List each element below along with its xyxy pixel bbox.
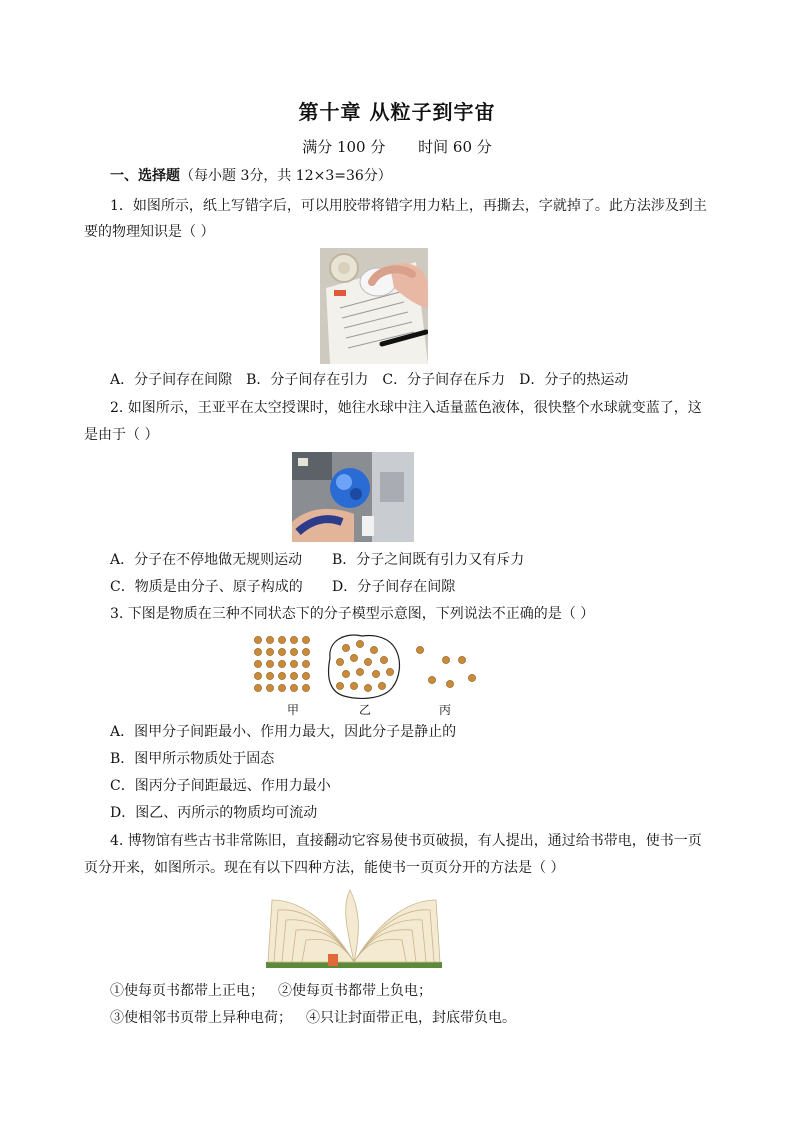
q3-text-line1: 3. 下图是物质在三种不同状态下的分子模型示意图，下列说法不正确的是（ ） (110, 606, 595, 622)
q1-photo-tape-on-paper (320, 248, 428, 364)
q3-option-a[interactable]: A．图甲分子间距最小、作用力最大，因此分子是静止的 (110, 724, 457, 740)
q1-option-c[interactable]: C．分子间存在斥力 (382, 372, 506, 388)
q3-molecule-diagram (250, 630, 480, 702)
q1-option-a[interactable]: A．分子间存在间隙 (110, 372, 233, 388)
section-note: （每小题 3分，共 12×3=36分） (180, 168, 392, 184)
q3-label-solid: 甲 (287, 703, 300, 717)
exam-info (0, 136, 794, 157)
q1-option-d[interactable]: D．分子的热运动 (519, 372, 629, 388)
q3-label-gas: 丙 (439, 703, 452, 717)
section-heading (110, 166, 740, 186)
q4-method-1: ①使每页书都带上正电； (110, 983, 264, 999)
q4-text-line2: 页分开来，如图所示。现在有以下四种方法，能使书一页页分开的方法是（ ） (84, 860, 565, 876)
q4-method-3: ③使相邻书页带上异种电荷； (110, 1010, 292, 1026)
q1-options (110, 370, 740, 390)
q2-option-c[interactable]: C．物质是由分子、原子构成的 (110, 579, 303, 595)
q2-options-row1 (110, 550, 740, 570)
q2-option-b[interactable]: B．分子之间既有引力又有斥力 (332, 552, 525, 568)
q2-option-a[interactable]: A．分子在不停地做无规则运动 (110, 552, 303, 568)
time-limit: 时间 60 分 (418, 138, 492, 156)
q3-option-d[interactable]: D．图乙、丙所示的物质均可流动 (110, 805, 318, 821)
q4-text-line1: 4. 博物馆有些古书非常陈旧，直接翻动它容易使书页破损，有人提出，通过给书带电，使书一页 (110, 833, 702, 849)
q4-methods-row2 (110, 1008, 740, 1028)
full-score: 满分 100 分 (302, 138, 386, 156)
bookmark-ribbon (328, 954, 338, 966)
q1-text-line1: 1．如图所示，纸上写错字后，可以用胶带将错字用力粘上，再撕去，字就掉了。此方法涉及到主 (110, 198, 707, 214)
section-title: 一、选择题 (110, 168, 180, 184)
q4-open-book-illustration (266, 886, 442, 970)
gas-molecules (416, 646, 475, 687)
q2-option-d[interactable]: D．分子间存在间隙 (332, 579, 456, 595)
q4-method-4: ④只让封面带正电，封底带负电。 (306, 1010, 516, 1026)
q3-option-b[interactable]: B．图甲所示物质处于固态 (110, 751, 275, 767)
q2-text-line2: 是由于（ ） (84, 427, 159, 443)
solid-molecules (254, 636, 309, 691)
q4-method-2: ②使每页书都带上负电； (278, 983, 432, 999)
q1-text-line2: 要的物理知识是（ ） (84, 224, 215, 240)
q2-photo-water-ball (292, 452, 414, 542)
q1-option-b[interactable]: B．分子间存在引力 (246, 372, 369, 388)
q2-options-row2 (110, 577, 740, 597)
q3-option-c[interactable]: C．图丙分子间距最远、作用力最小 (110, 778, 331, 794)
q2-text-line1: 2. 如图所示，王亚平在太空授课时，她往水球中注入适量蓝色液体，很快整个水球就变蓝了，这 (110, 400, 702, 416)
liquid-molecules (336, 640, 393, 691)
page-title: 第十章 从粒子到宇宙 (298, 100, 496, 124)
q4-methods-row1 (110, 981, 740, 1001)
q3-label-liquid: 乙 (359, 703, 372, 717)
